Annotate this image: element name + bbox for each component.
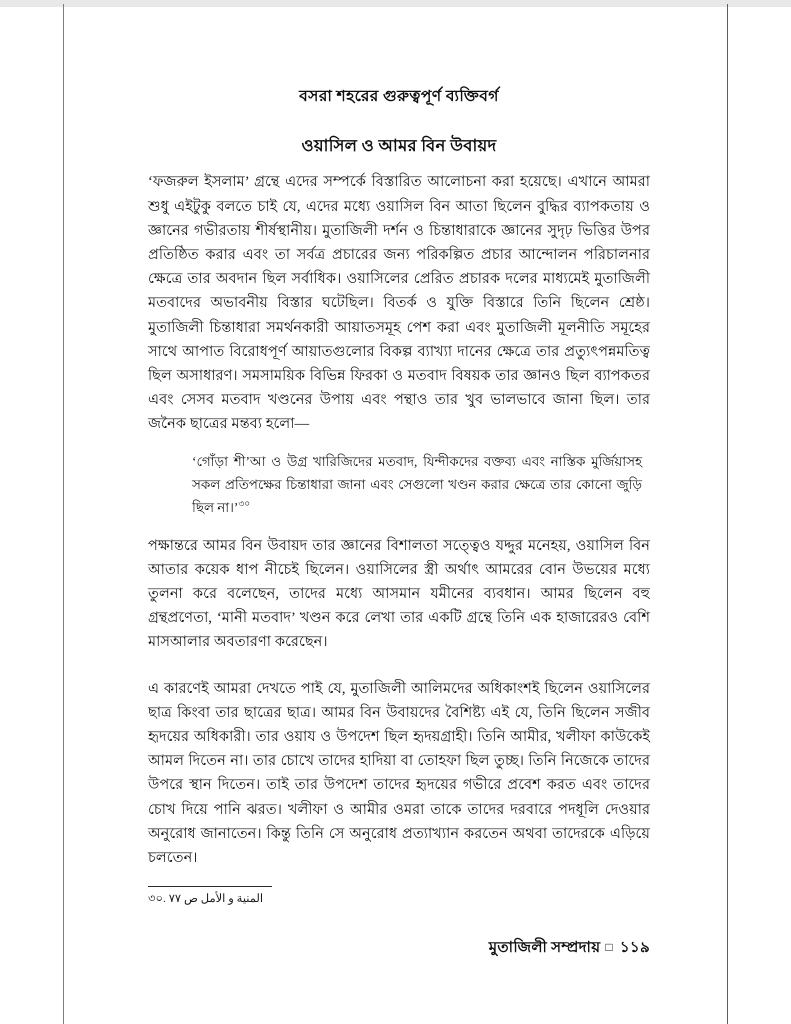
text-column xyxy=(148,0,650,1024)
pull-quote xyxy=(148,437,650,519)
footnote-arabic-citation: المنية و الأمل ص ٧٧ xyxy=(168,893,264,905)
body-paragraph-1: ‘ফজরুল ইসলাম’ গ্রন্থে এদের সম্পর্কে বিস্তারিত আলোচনা করা হয়েছে। এখানে আমরা শুধু এইটুকু বলতে চাই যে, এদের মধ্যে ওয়াসিল বিন আতা ছিলেন বুদ্ধির ব্যাপকতায় ও জ্ঞানের গভীরতায় শীর্ষস্থানীয়। মুতাজিলী দর্শন ও চিন্তাধারাকে জ্ঞানের সুদৃঢ় ভিত্তির উপর প্রতিষ্ঠিত করার এবং তা সর্বত্র প্রচারের জন্য পরিকল্পিত প্রচার আন্দোলন পরিচালনার ক্ষেত্রে তার অবদান ছিল সর্বাধিক। ওয়াসিলের প্রেরিত প্রচারক দলের মাধ্যমেই মুতাজিলী মতবাদের অভাবনীয় বিস্তার ঘটেছিল। বিতর্ক ও যুক্তি বিস্তারে তিনি ছিলেন শ্রেষ্ঠ। মুতাজিলী চিন্তাধারা সমর্থনকারী আয়াতসমূহ পেশ করা এবং মুতাজিলী মূলনীতি সমূহের সাথে আপাত বিরোধপূর্ণ আয়াতগুলোর বিকল্প ব্যাখ্যা দানের ক্ষেত্রে তার প্রত্যুৎপন্নমতিত্ব ছিল অসাধারণ। সমসাময়িক বিভিন্ন ফিরকা ও মতবাদ বিষয়ক তার জ্ঞানও ছিল ব্যাপকতর এবং সেসব মতবাদ খণ্ডনের উপায় এবং পন্থাও তার খুব ভালভাবে জানা ছিল। তার জনৈক ছাত্রের মন্তব্য হলো— xyxy=(148,174,650,433)
quote-text: ‘গোঁড়া শী’আ ও উগ্র খারিজিদের মতবাদ, যিন্দীকদের বক্তব্য এবং নাস্তিক মুর্জিয়াসহ সকল প্রতিপক্ষের চিন্তাধারা জানা এবং সেগুলো খণ্ডন করার ক্ষেত্রে তার কোনো জুড়ি ছিল না।’ xyxy=(192,453,642,515)
section-heading: বসরা শহরের গুরুত্বপূর্ণ ব্যক্তিবর্গ xyxy=(299,88,499,105)
footnote-area xyxy=(148,886,650,908)
body-paragraph-3: এ কারণেই আমরা দেখতে পাই যে, মুতাজিলী আলিমদের অধিকাংশই ছিলেন ওয়াসিলের ছাত্র কিংবা তার ছাত্রের ছাত্র। আমর বিন উবায়দের বৈশিষ্ট্য এই যে, তিনি ছিলেন সজীব হৃদয়ের অধিকারী। তার ওয়ায ও উপদেশ ছিল হৃদয়গ্রাহী। তিনি আমীর, খলীফা কাউকেই আমল দিতেন না। তার চোখে তাদের হাদিয়া বা তোহফা ছিল তুচ্ছ। তিনি নিজেকে তাদের উপরে স্থান দিতেন। তাই তার উপদেশ তাদের হৃদয়ের গভীরে প্রবেশ করত এবং তাদের চোখ দিয়ে পানি ঝরত। খলীফা ও আমীর ওমরা তাকে তাদের দরবারে পদধূলি দেওয়ার অনুরোধ জানাতেন। কিন্তু তিনি সে অনুরোধ প্রত্যাখ্যান করতেন অথবা তাদেরকে এড়িয়ে চলতেন। xyxy=(148,680,650,867)
footer-separator-icon: □ xyxy=(605,940,613,954)
footer-page-number: ১১৯ xyxy=(619,940,650,956)
footer-chapter-title: মুতাজিলী সম্প্রদায় xyxy=(488,940,601,956)
article-heading: ওয়াসিল ও আমর বিন উবায়দ xyxy=(301,135,497,155)
page-border-right xyxy=(727,4,728,1024)
footnote-number: ৩০. xyxy=(148,893,166,905)
page-border-left xyxy=(63,4,64,1024)
body-paragraph-2: পক্ষান্তরে আমর বিন উবায়দ তার জ্ঞানের বিশালতা সত্ত্বেও যদ্দুর মনেহয়, ওয়াসিল বিন আতার কয়েক ধাপ নীচেই ছিলেন। ওয়াসিলের স্ত্রী অর্থাৎ আমরের বোন উভয়ের মধ্যে তুলনা করে বলেছেন, তাদের মধ্যে আসমান যমীনের ব্যবধান। আমর ছিলেন বহু গ্রন্থপ্রণেতা, ‘মানী মতবাদ’ খণ্ডন করে লেখা তার একটি গ্রন্থে তিনি এক হাজারেরও বেশি মাসআলার অবতারণা করেছেন। xyxy=(148,537,650,651)
running-footer xyxy=(148,936,650,961)
footnote-entry xyxy=(148,887,650,908)
footnote-reference-marker: ৩০ xyxy=(238,498,251,509)
